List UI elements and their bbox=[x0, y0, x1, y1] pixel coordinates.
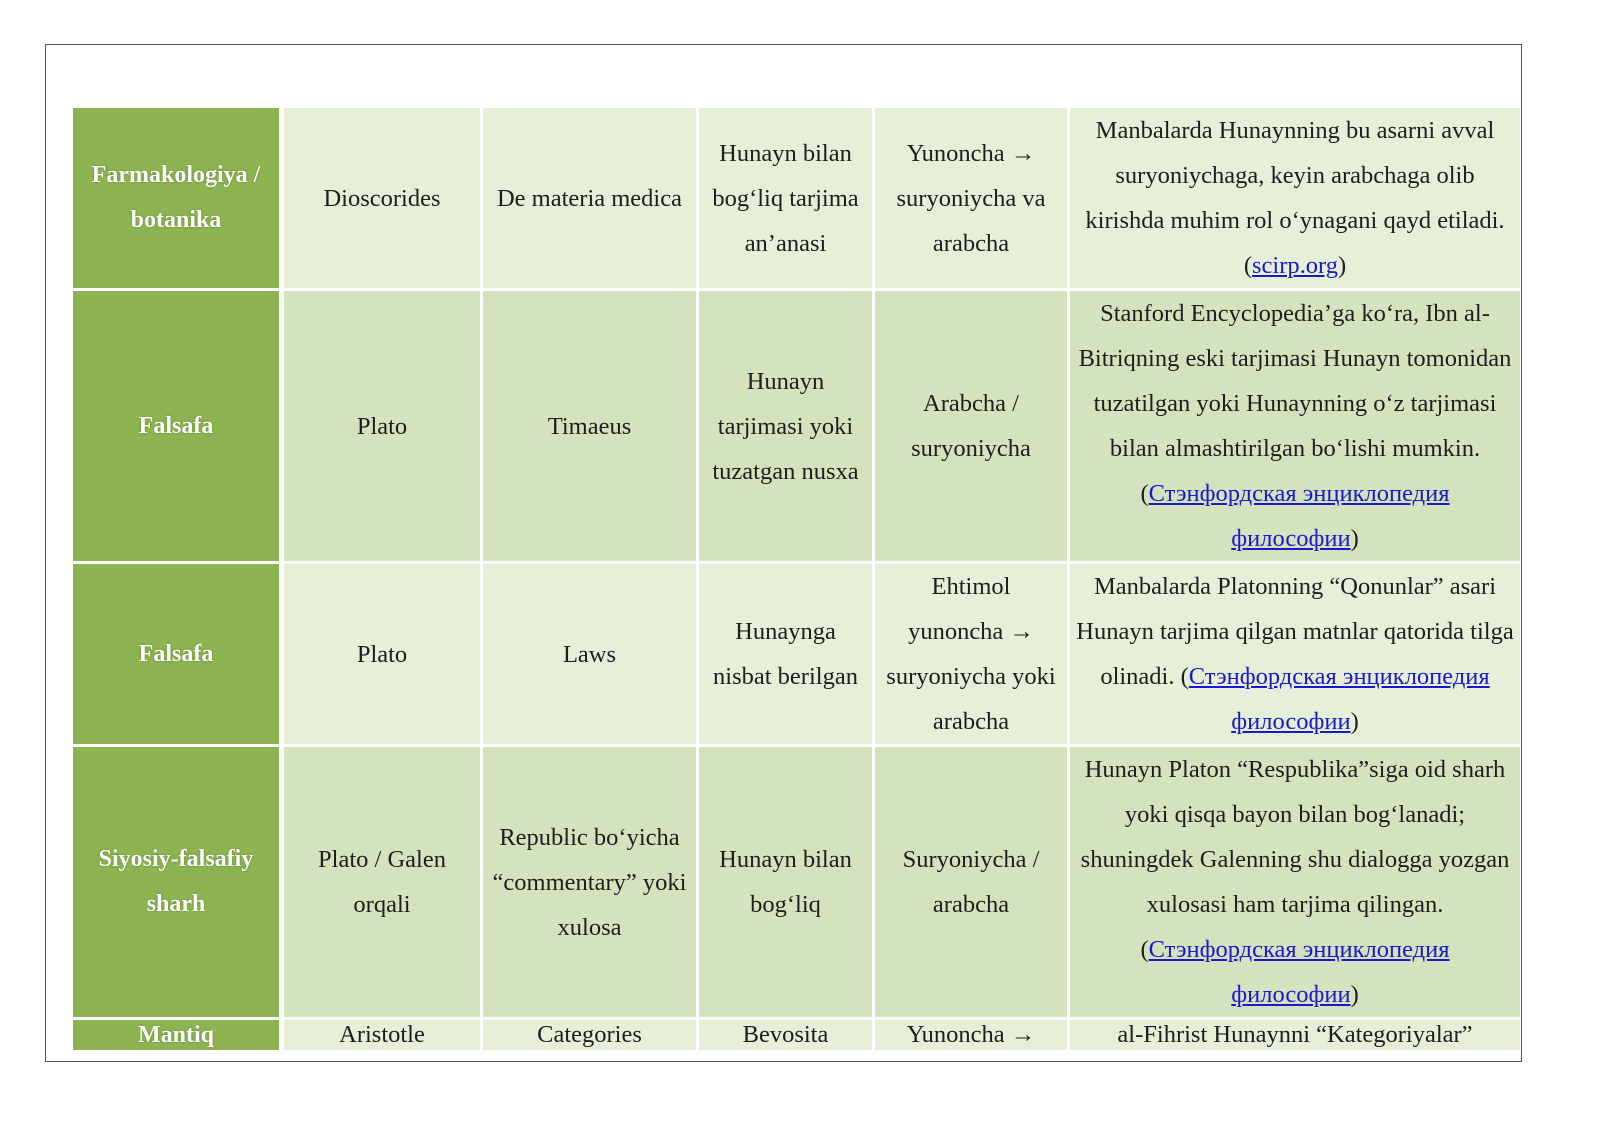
table-row bbox=[72, 1019, 1522, 1052]
relation-cell: Hunayn tarjimasi yoki tuzatgan nusxa bbox=[698, 290, 874, 563]
relation-cell: Hunayn bilan bog‘liq tarjima an’anasi bbox=[698, 107, 874, 290]
note-cell bbox=[1069, 290, 1522, 563]
work-cell: De materia medica bbox=[482, 107, 698, 290]
language-cell: Suryoniycha / arabcha bbox=[874, 746, 1069, 1019]
category-cell: Mantiq bbox=[72, 1019, 282, 1052]
work-cell: Republic bo‘yicha “commentary” yoki xulosa bbox=[482, 746, 698, 1019]
language-cell: Arabcha / suryoniycha bbox=[874, 290, 1069, 563]
relation-cell: Bevosita bbox=[698, 1019, 874, 1052]
note-text: Hunayn Platon “Respublika”siga oid sharh yoki qisqa bayon bilan bog‘lanadi; shuningdek Galenning shu dialogga yozgan xulosasi ham tarjima qilingan. ( bbox=[1080, 756, 1510, 963]
author-cell: Aristotle bbox=[282, 1019, 482, 1052]
table-row bbox=[72, 563, 1522, 746]
translations-table bbox=[70, 105, 1522, 1053]
note-text: al-Fihrist Hunaynni “Kategoriyalar” bbox=[1117, 1021, 1473, 1048]
table-row bbox=[72, 746, 1522, 1019]
source-link[interactable]: scirp.org bbox=[1252, 252, 1338, 279]
note-text: Manbalarda Platonning “Qonunlar” asari Hunayn tarjima qilgan matnlar qatorida tilga olinadi. ( bbox=[1076, 573, 1514, 690]
author-cell: Plato bbox=[282, 290, 482, 563]
note-end: ) bbox=[1337, 252, 1347, 279]
relation-cell: Hunayn bilan bog‘liq bbox=[698, 746, 874, 1019]
author-cell: Dioscorides bbox=[282, 107, 482, 290]
source-link[interactable]: Стэнфордская энциклопедия философии bbox=[1148, 480, 1450, 552]
note-cell bbox=[1069, 563, 1522, 746]
author-cell: Plato bbox=[282, 563, 482, 746]
document-page bbox=[45, 44, 1522, 1062]
note-cell bbox=[1069, 1019, 1522, 1052]
language-cell: Yunoncha → bbox=[874, 1019, 1069, 1052]
language-cell: Ehtimol yunoncha → suryoniycha yoki arabcha bbox=[874, 563, 1069, 746]
note-cell bbox=[1069, 746, 1522, 1019]
author-cell: Plato / Galen orqali bbox=[282, 746, 482, 1019]
source-link[interactable]: Стэнфордская энциклопедия философии bbox=[1188, 663, 1490, 735]
note-end: ) bbox=[1350, 708, 1359, 735]
work-cell: Categories bbox=[482, 1019, 698, 1052]
category-cell: Falsafa bbox=[72, 290, 282, 563]
table-row bbox=[72, 107, 1522, 290]
relation-cell: Hunaynga nisbat berilgan bbox=[698, 563, 874, 746]
category-cell: Siyosiy-falsafiy sharh bbox=[72, 746, 282, 1019]
category-cell: Farmakologiya / botanika bbox=[72, 107, 282, 290]
table-row bbox=[72, 290, 1522, 563]
note-text: Manbalarda Hunaynning bu asarni avval suryoniychaga, keyin arabchaga olib kirishda muhim rol o‘ynagani qayd etiladi. ( bbox=[1085, 117, 1505, 279]
work-cell: Timaeus bbox=[482, 290, 698, 563]
note-cell bbox=[1069, 107, 1522, 290]
category-cell: Falsafa bbox=[72, 563, 282, 746]
note-end: ) bbox=[1350, 981, 1359, 1008]
note-text: Stanford Encyclopedia’ga ko‘ra, Ibn al-Bitriqning eski tarjimasi Hunayn tomonidan tuzatilgan yoki Hunaynning o‘z tarjimasi bilan almashtirilgan bo‘lishi mumkin. ( bbox=[1078, 300, 1512, 507]
source-link[interactable]: Стэнфордская энциклопедия философии bbox=[1148, 936, 1450, 1008]
note-end: ) bbox=[1350, 525, 1359, 552]
work-cell: Laws bbox=[482, 563, 698, 746]
language-cell: Yunoncha → suryoniycha va arabcha bbox=[874, 107, 1069, 290]
